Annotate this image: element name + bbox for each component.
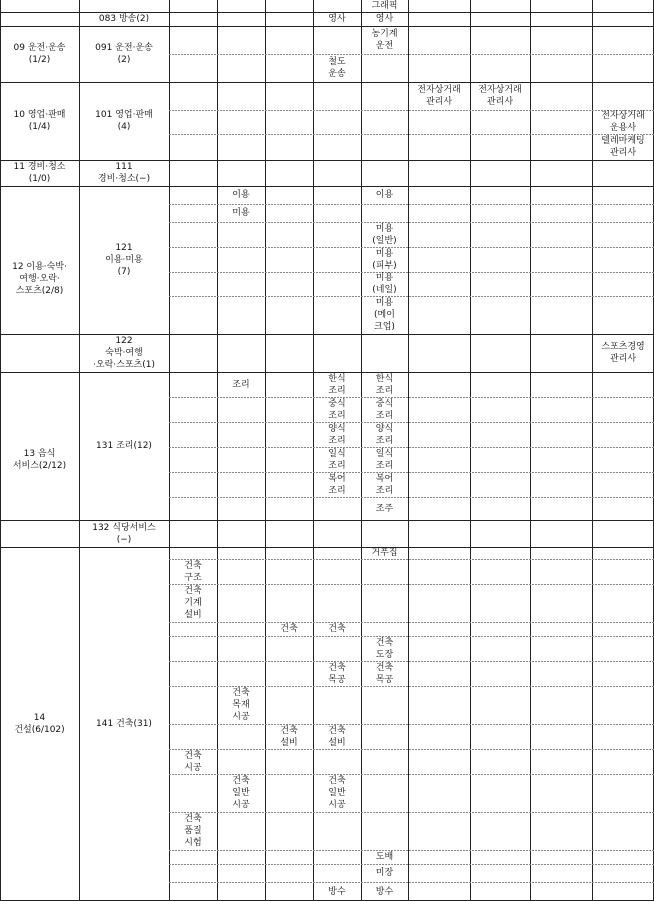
qual-beauty-nail: 미용 (네일) — [372, 273, 397, 295]
qual-chinese-b: 중식 조리 — [375, 398, 394, 421]
qual-arch-b: 건축 — [328, 624, 346, 634]
qual-sound-a: 영사 — [328, 14, 346, 24]
qual-korean-b: 한식 조리 — [375, 373, 394, 396]
qual-plasterer: 거푸집 — [371, 548, 398, 558]
qual-fugu-b: 복어 조리 — [375, 473, 394, 496]
qual-ecom-op: 전자상거래 운용사 — [601, 111, 645, 133]
qual-plaster: 미장 — [375, 868, 394, 878]
qual-chinese-a: 중식 조리 — [328, 398, 346, 421]
qual-agri-machine: 농기계 운전 — [371, 29, 398, 51]
qual-arch-general-b: 건축 일반 시공 — [328, 776, 346, 810]
row-label-13: 13 음식 서비스(2/12) — [12, 448, 67, 471]
qual-arch-a: 건축 — [280, 624, 298, 634]
row-label-132: 132 식당서비스 (−) — [92, 522, 156, 545]
qual-sound-b: 영사 — [375, 14, 394, 24]
qual-bartender: 조주 — [375, 503, 394, 514]
qual-japanese-a: 일식 조리 — [328, 448, 346, 471]
qual-waterproof-a: 방수 — [328, 886, 346, 897]
row-label-101: 101 영업·판매 (4) — [95, 110, 153, 132]
row-label-11: 11 경비·청소 (1/0) — [13, 162, 66, 184]
row-label-091: 091 운전·운송 (2) — [95, 43, 153, 65]
qual-beauty-makeup: 미용 (메이 크업) — [374, 298, 395, 332]
qual-arch-mech: 건축 기계 설비 — [184, 586, 202, 620]
qual-arch-equip-a: 건축 설비 — [280, 725, 298, 748]
qual-carpentry-a: 건축 목공 — [328, 662, 346, 685]
qual-barber-a: 이용 — [232, 190, 250, 200]
row-label-14: 14 건설(6/102) — [14, 713, 65, 735]
qual-arch-general-a: 건축 일반 시공 — [232, 776, 250, 810]
row-label-111: 111 경비·청소(−) — [97, 162, 151, 184]
qual-ecom-2: 전자상거래 관리사 — [478, 85, 522, 107]
row-label-121: 121 이용·미용 (7) — [105, 243, 143, 277]
qual-carpentry-b: 건축 목공 — [375, 662, 394, 685]
qual-ecom-1: 전자상거래 관리사 — [417, 85, 461, 107]
qual-barber-b: 이용 — [375, 190, 394, 200]
row-label-083: 083 방송(2) — [98, 14, 150, 24]
qual-arch-structure: 건축 구조 — [184, 560, 202, 583]
qual-graphic: 그래픽 — [371, 1, 398, 11]
qual-cook: 조리 — [232, 379, 250, 390]
row-label-131: 131 조리(12) — [96, 441, 152, 451]
qual-telemarketing: 텔레마케팅 관리사 — [601, 136, 645, 158]
qual-korean-a: 한식 조리 — [328, 373, 346, 396]
qual-arch-inspect: 건축 품질 시험 — [184, 814, 202, 848]
qual-waterproof-b: 방수 — [375, 886, 394, 897]
qual-arch-wood: 건축 목재 시공 — [232, 688, 250, 722]
qual-arch-equip-b: 건축 설비 — [328, 725, 346, 748]
qual-beauty-general: 미용 (일반) — [372, 223, 397, 246]
qual-arch-const: 건축 시공 — [184, 750, 202, 773]
row-label-141: 141 건축(31) — [96, 719, 152, 729]
qual-western-b: 양식 조리 — [375, 423, 394, 446]
qual-wallpaper: 도배 — [375, 852, 394, 862]
row-label-09: 09 운전·운송 (1/2) — [13, 43, 66, 65]
qual-sports-mgmt: 스포츠경영 관리사 — [601, 342, 645, 364]
row-label-12: 12 이용·숙박· 여행·오락· 스포츠(2/8) — [12, 262, 67, 296]
qual-fugu-a: 복어 조리 — [328, 473, 346, 496]
qual-rail: 철도 운송 — [328, 57, 346, 79]
row-label-10: 10 영업·판매 (1/4) — [13, 110, 66, 132]
qual-beauty-skin: 미용 (피부) — [372, 248, 397, 271]
qual-japanese-b: 일식 조리 — [375, 448, 394, 471]
qual-western-a: 양식 조리 — [328, 423, 346, 446]
row-label-122: 122 숙박·여행 ·오락·스포츠(1) — [93, 336, 155, 370]
qual-arch-paint: 건축 도장 — [375, 637, 394, 660]
qual-beauty-a: 미용 — [232, 208, 250, 218]
